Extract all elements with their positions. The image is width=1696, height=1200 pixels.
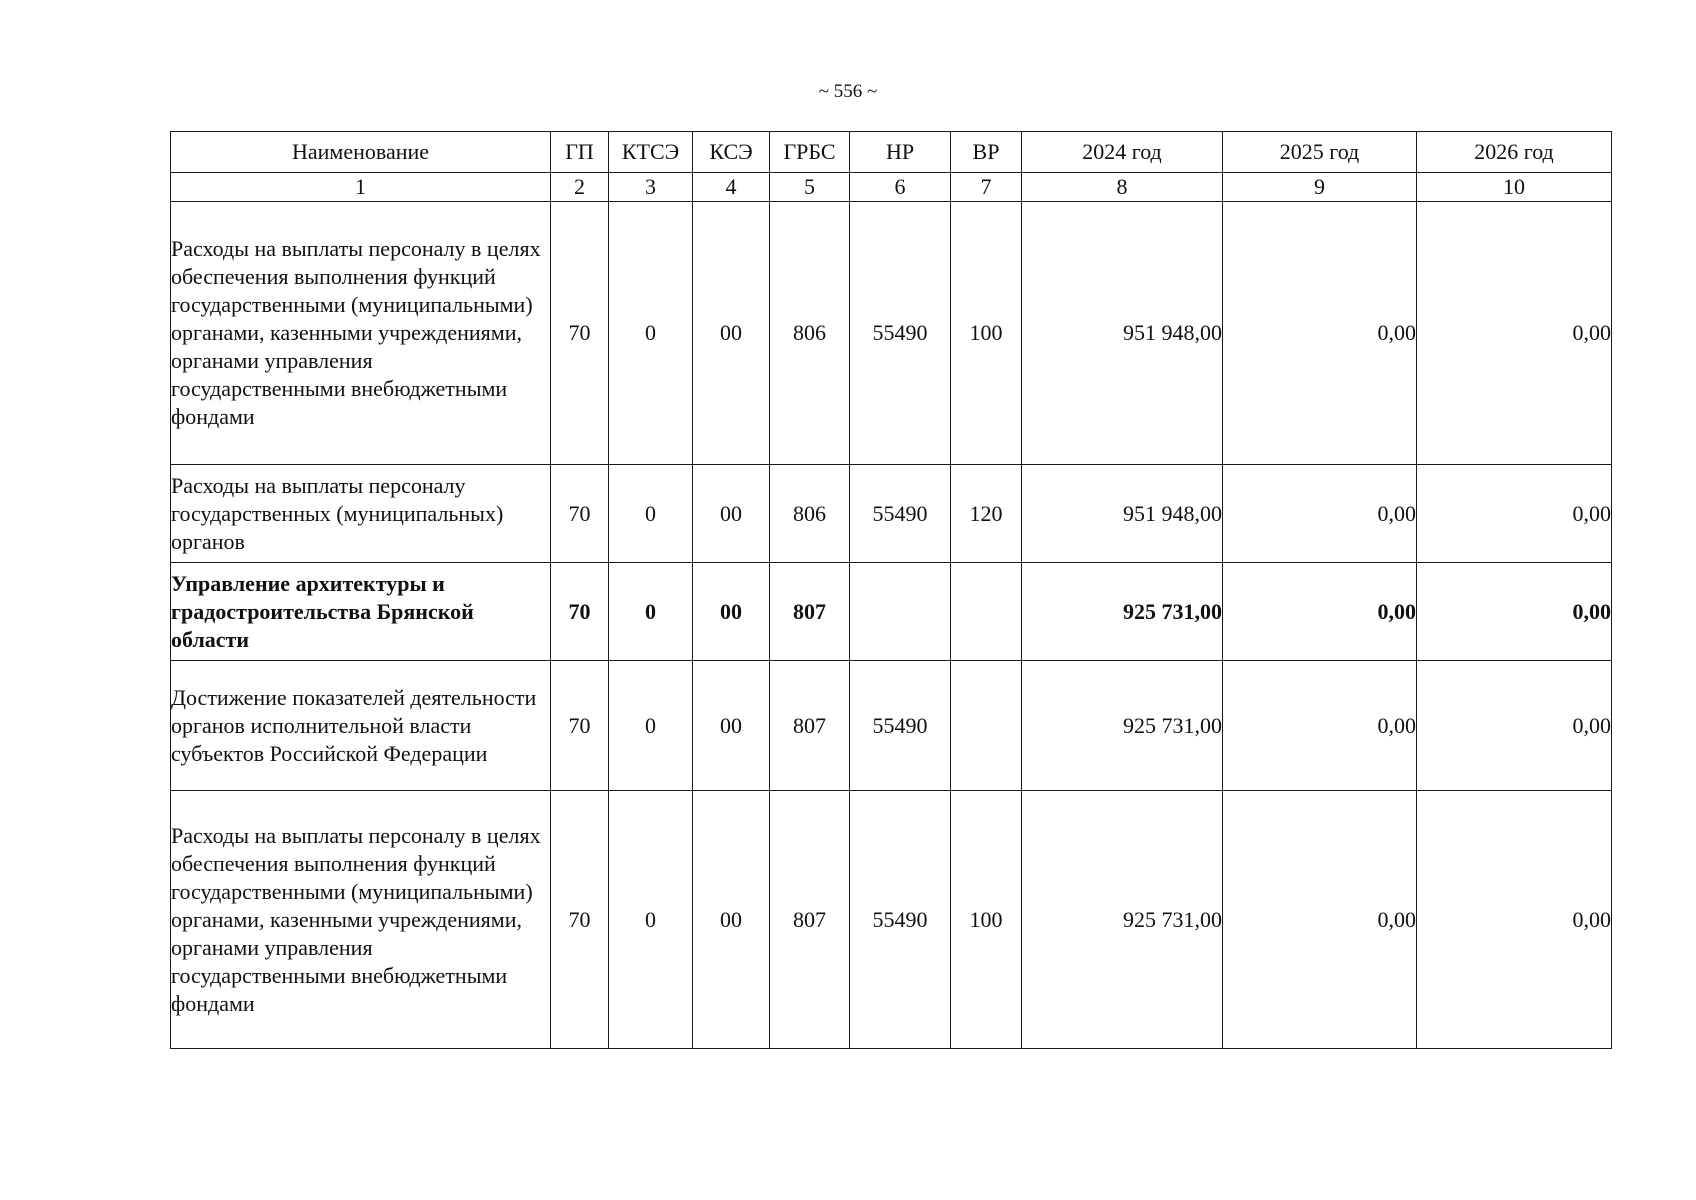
column-number: 9 [1223, 173, 1417, 202]
column-number: 7 [951, 173, 1022, 202]
cell-ktse: 0 [609, 791, 693, 1049]
cell-vr: 100 [951, 202, 1022, 465]
column-number-row [171, 173, 1612, 202]
cell-ktse: 0 [609, 202, 693, 465]
cell-2026: 0,00 [1417, 661, 1612, 791]
cell-nr: 55490 [850, 661, 951, 791]
cell-ktse: 0 [609, 563, 693, 661]
cell-2025: 0,00 [1223, 661, 1417, 791]
header-nr: НР [850, 132, 951, 173]
cell-grbs: 807 [770, 563, 850, 661]
cell-gp: 70 [551, 202, 609, 465]
cell-kse: 00 [693, 661, 770, 791]
header-row [171, 132, 1612, 173]
header-grbs: ГРБС [770, 132, 850, 173]
cell-kse: 00 [693, 791, 770, 1049]
cell-grbs: 807 [770, 791, 850, 1049]
cell-gp: 70 [551, 465, 609, 563]
table-row [171, 202, 1612, 465]
cell-2025: 0,00 [1223, 202, 1417, 465]
cell-gp: 70 [551, 791, 609, 1049]
header-name: Наименование [171, 132, 551, 173]
cell-kse: 00 [693, 563, 770, 661]
cell-vr [951, 563, 1022, 661]
table-row [171, 791, 1612, 1049]
budget-table [170, 131, 1612, 1049]
cell-2026: 0,00 [1417, 791, 1612, 1049]
cell-gp: 70 [551, 563, 609, 661]
cell-ktse: 0 [609, 661, 693, 791]
header-gp: ГП [551, 132, 609, 173]
cell-vr [951, 661, 1022, 791]
header-2026: 2026 год [1417, 132, 1612, 173]
column-number: 1 [171, 173, 551, 202]
cell-2025: 0,00 [1223, 465, 1417, 563]
cell-nr: 55490 [850, 465, 951, 563]
header-vr: ВР [951, 132, 1022, 173]
row-name: Управление архитектуры и градостроительства Брянской области [171, 563, 551, 661]
column-number: 3 [609, 173, 693, 202]
column-number: 2 [551, 173, 609, 202]
cell-grbs: 807 [770, 661, 850, 791]
cell-2024: 925 731,00 [1022, 563, 1223, 661]
column-number: 6 [850, 173, 951, 202]
cell-kse: 00 [693, 465, 770, 563]
row-name: Расходы на выплаты персоналу в целях обеспечения выполнения функций государственными (муниципальными) органами, казенными учреждениями, органами управления государственными внебюджетными фондами [171, 202, 551, 465]
cell-2025: 0,00 [1223, 791, 1417, 1049]
column-number: 10 [1417, 173, 1612, 202]
cell-2024: 925 731,00 [1022, 791, 1223, 1049]
header-kse: КСЭ [693, 132, 770, 173]
header-2025: 2025 год [1223, 132, 1417, 173]
cell-vr: 100 [951, 791, 1022, 1049]
page-number: ~ 556 ~ [818, 81, 878, 102]
cell-2025: 0,00 [1223, 563, 1417, 661]
cell-nr: 55490 [850, 791, 951, 1049]
cell-2026: 0,00 [1417, 202, 1612, 465]
header-ktse: КТСЭ [609, 132, 693, 173]
cell-2026: 0,00 [1417, 563, 1612, 661]
table-row-department [171, 563, 1612, 661]
cell-2026: 0,00 [1417, 465, 1612, 563]
header-2024: 2024 год [1022, 132, 1223, 173]
cell-2024: 951 948,00 [1022, 202, 1223, 465]
cell-kse: 00 [693, 202, 770, 465]
cell-grbs: 806 [770, 202, 850, 465]
cell-nr [850, 563, 951, 661]
row-name: Достижение показателей деятельности органов исполнительной власти субъектов Российской Федерации [171, 661, 551, 791]
column-number: 4 [693, 173, 770, 202]
column-number: 8 [1022, 173, 1223, 202]
table-row [171, 661, 1612, 791]
row-name: Расходы на выплаты персоналу государственных (муниципальных) органов [171, 465, 551, 563]
cell-ktse: 0 [609, 465, 693, 563]
table-row [171, 465, 1612, 563]
cell-grbs: 806 [770, 465, 850, 563]
cell-nr: 55490 [850, 202, 951, 465]
cell-2024: 951 948,00 [1022, 465, 1223, 563]
cell-2024: 925 731,00 [1022, 661, 1223, 791]
cell-vr: 120 [951, 465, 1022, 563]
row-name: Расходы на выплаты персоналу в целях обеспечения выполнения функций государственными (муниципальными) органами, казенными учреждениями, органами управления государственными внебюджетными фондами [171, 791, 551, 1049]
cell-gp: 70 [551, 661, 609, 791]
column-number: 5 [770, 173, 850, 202]
